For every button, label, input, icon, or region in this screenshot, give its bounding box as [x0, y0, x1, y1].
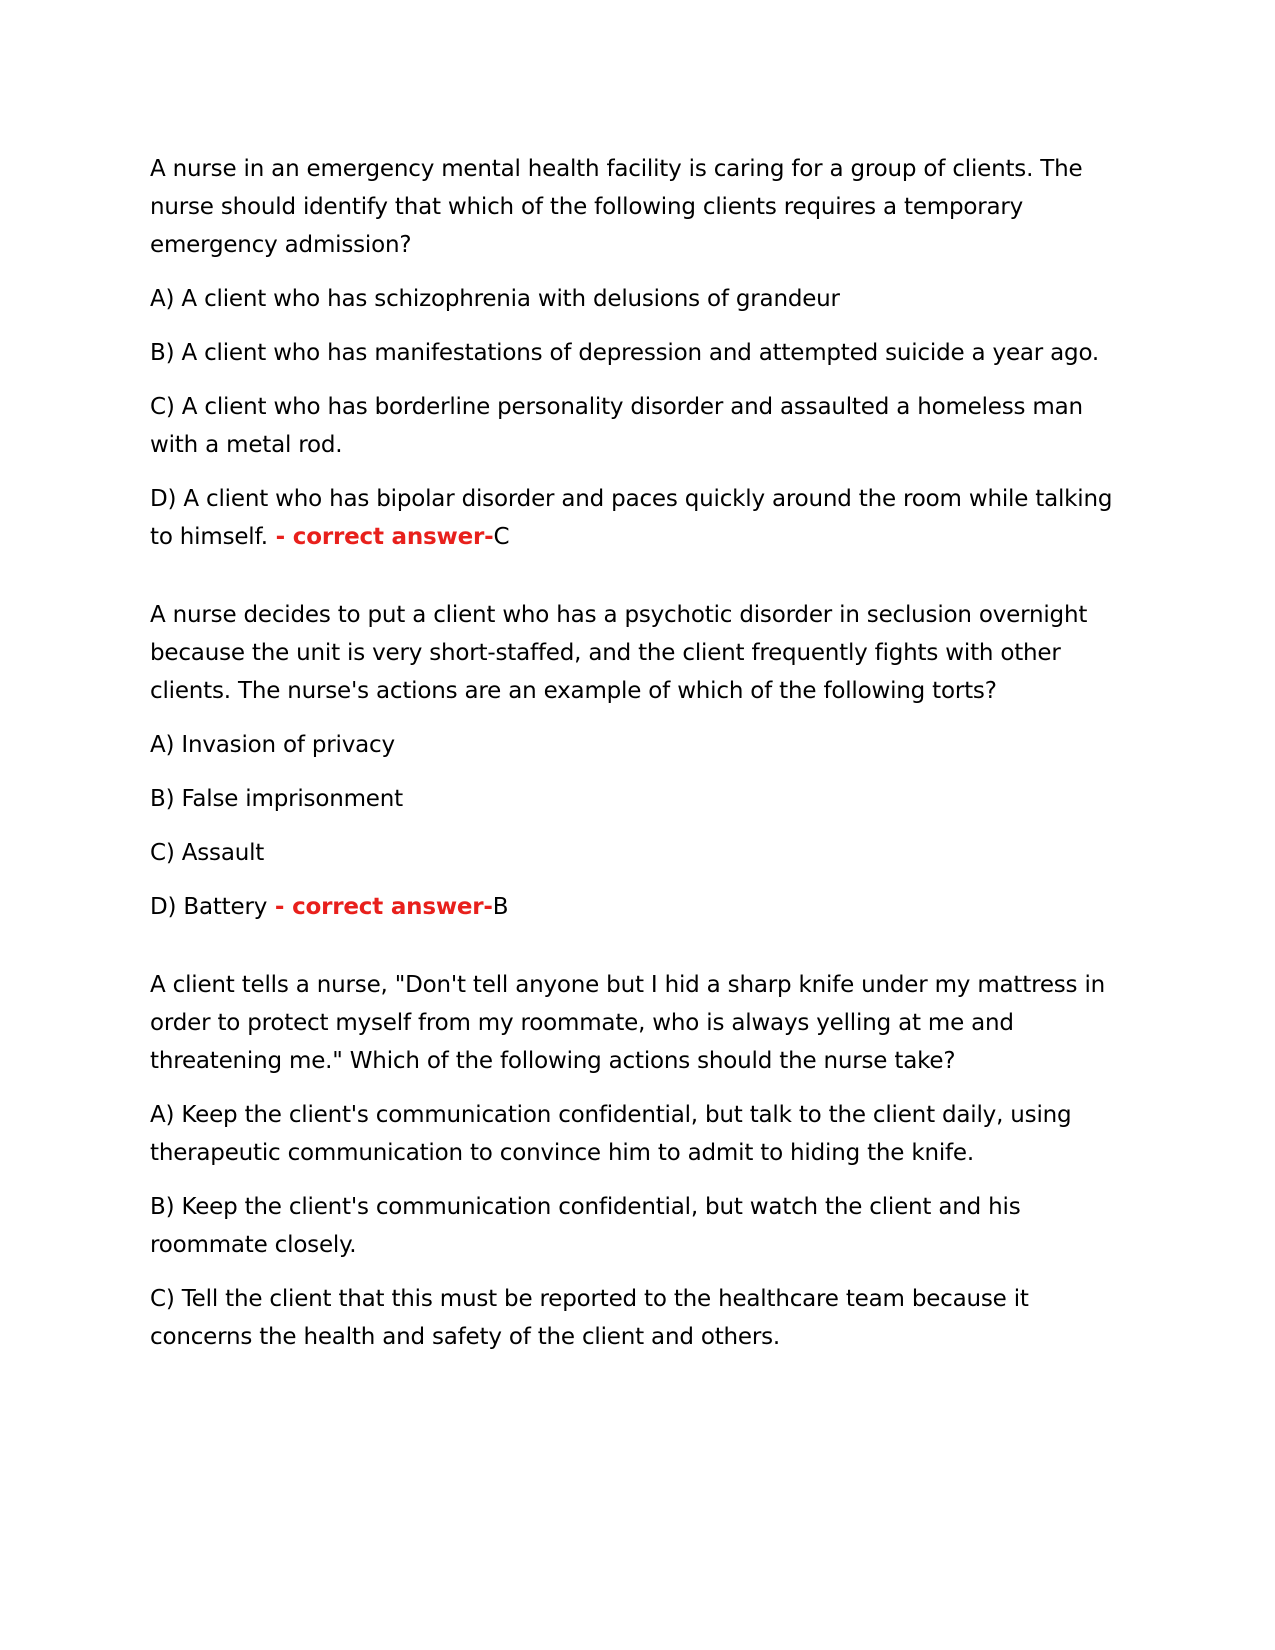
question-1-option-b: B) A client who has manifestations of depression and attempted suicide a year ago.	[150, 340, 1100, 366]
question-1-answer-label: - correct answer-	[267, 524, 494, 550]
document-content	[150, 150, 1130, 1372]
question-3-option-c: C) Tell the client that this must be reported to the healthcare team because it concerns the health and safety of the client and others.	[150, 1286, 1029, 1350]
question-2-answer: B	[492, 894, 509, 920]
question-1-option-a: A) A client who has schizophrenia with delusions of grandeur	[150, 286, 840, 312]
question-2	[150, 596, 1130, 926]
question-1	[150, 150, 1130, 556]
question-3-stem: A client tells a nurse, "Don't tell anyone but I hid a sharp knife under my mattress in order to protect myself from my roommate, who is always yelling at me and threatening me." Which of the following actions should the nurse take?	[150, 972, 1106, 1074]
question-1-answer: C	[493, 524, 510, 550]
question-2-answer-label: - correct answer-	[267, 894, 493, 920]
question-2-option-c: C) Assault	[150, 840, 265, 866]
question-1-option-d-line	[150, 480, 1130, 556]
question-1-option-c: C) A client who has borderline personality disorder and assaulted a homeless man with a metal rod.	[150, 394, 1083, 458]
question-2-option-a: A) Invasion of privacy	[150, 732, 395, 758]
question-2-option-d: D) Battery	[150, 894, 268, 920]
question-1-option-d: D) A client who has bipolar disorder and paces quickly around the room while talking to himself.	[150, 486, 1113, 550]
question-3	[150, 966, 1130, 1356]
question-1-stem: A nurse in an emergency mental health facility is caring for a group of clients. The nurse should identify that which of the following clients requires a temporary emergency admission?	[150, 156, 1083, 258]
question-3-option-b: B) Keep the client's communication confidential, but watch the client and his roommate closely.	[150, 1194, 1021, 1258]
question-2-option-d-line	[150, 888, 1130, 926]
question-2-stem: A nurse decides to put a client who has a psychotic disorder in seclusion overnight because the unit is very short-staffed, and the client frequently fights with other clients. The nurse's actions are an example of which of the following torts?	[150, 602, 1088, 704]
question-2-option-b: B) False imprisonment	[150, 786, 403, 812]
question-3-option-a: A) Keep the client's communication confidential, but talk to the client daily, using therapeutic communication to convince him to admit to hiding the knife.	[150, 1102, 1072, 1166]
